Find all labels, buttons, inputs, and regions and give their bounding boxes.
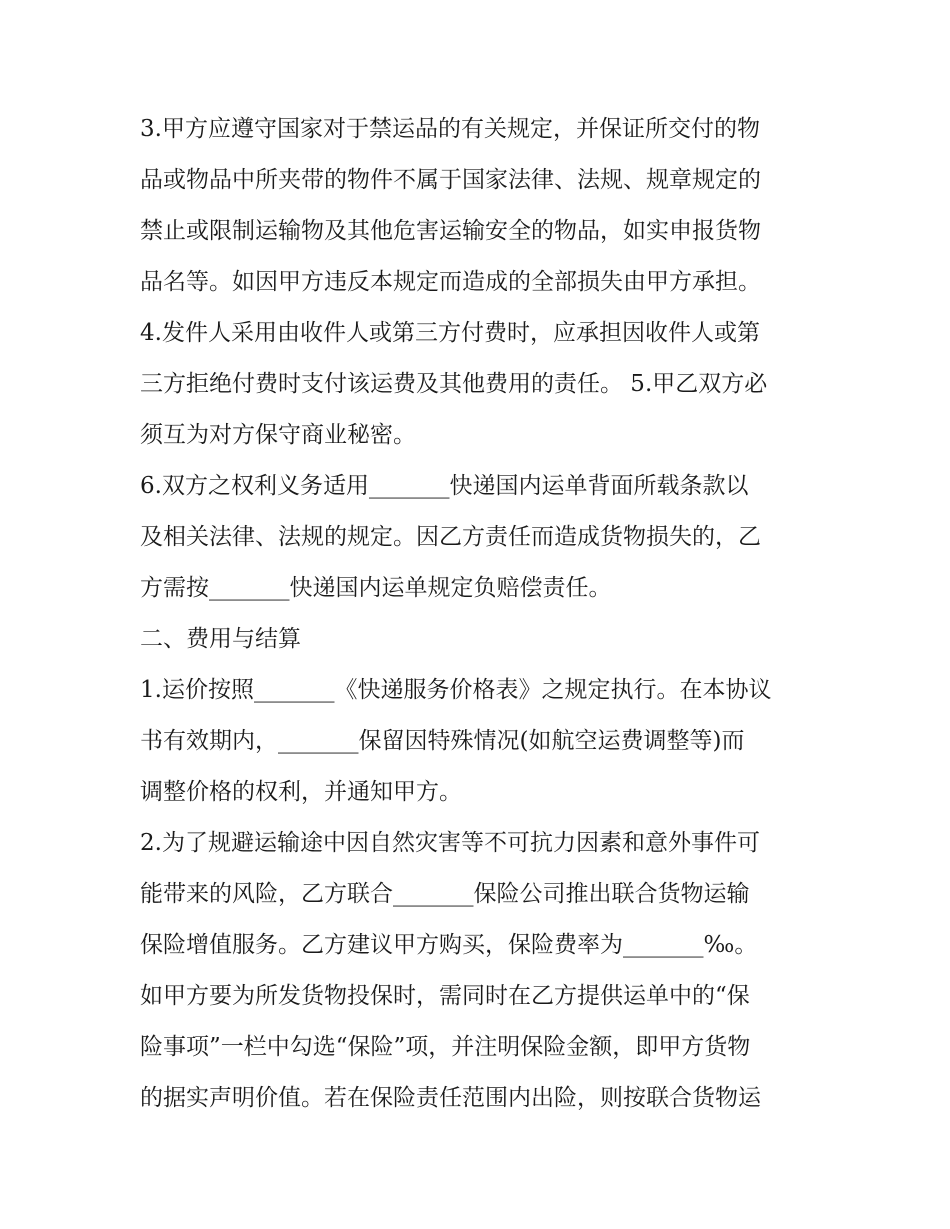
section-heading: 二、费用与结算: [140, 626, 301, 652]
text-line: 的据实声明价值。若在保险责任范围内出险，则按联合货物运: [140, 1085, 761, 1111]
text-line: 2.为了规避运输途中因自然灾害等不可抗力因素和意外事件可: [140, 830, 760, 856]
text-line: 品或物品中所夹带的物件不属于国家法律、法规、规章规定的: [140, 167, 761, 193]
text-line: 保险增值服务。乙方建议甲方购买，保险费率为_______‰。: [140, 932, 758, 958]
text-line: 品名等。如因甲方违反本规定而造成的全部损失由甲方承担。: [140, 269, 761, 295]
text-line: 须互为对方保守商业秘密。: [140, 422, 416, 448]
text-line: 4.发件人采用由收件人或第三方付费时，应承担因收件人或第: [140, 320, 760, 346]
text-line: 调整价格的权利，并通知甲方。: [140, 779, 462, 805]
text-line: 6.双方之权利义务适用_______快递国内运单背面所载条款以: [140, 473, 749, 499]
text-line: 3.甲方应遵守国家对于禁运品的有关规定，并保证所交付的物: [140, 116, 760, 142]
text-line: 如甲方要为所发货物投保时，需同时在乙方提供运单中的“保: [140, 983, 750, 1009]
text-line: 1.运价按照_______《快递服务价格表》之规定执行。在本协议: [140, 677, 772, 703]
text-line: 能带来的风险，乙方联合_______保险公司推出联合货物运输: [140, 881, 750, 907]
text-line: 三方拒绝付费时支付该运费及其他费用的责任。 5.甲乙双方必: [140, 371, 768, 397]
text-line: 险事项”一栏中勾选“保险”项，并注明保险金额，即甲方货物: [140, 1034, 751, 1060]
text-line: 禁止或限制运输物及其他危害运输安全的物品，如实申报货物: [140, 218, 761, 244]
text-line: 方需按_______快递国内运单规定负赔偿责任。: [140, 575, 612, 601]
text-line: 书有效期内，_______保留因特殊情况(如航空运费调整等)而: [140, 728, 745, 754]
text-line: 及相关法律、法规的规定。因乙方责任而造成货物损失的，乙: [140, 524, 761, 550]
document-body: [140, 104, 820, 1124]
